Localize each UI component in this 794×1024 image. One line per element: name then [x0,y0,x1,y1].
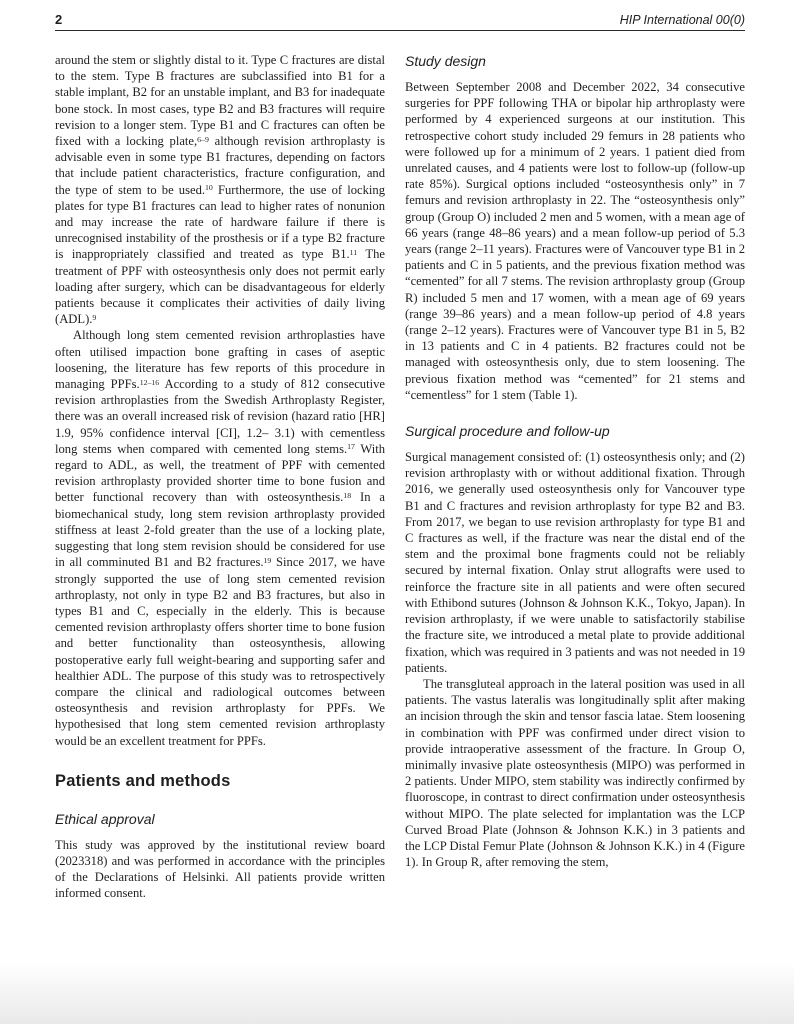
paragraph-study-purpose: Although long stem cemented revision arthroplasties have often utilised impaction bone grafting in cases of aseptic loosening, the literature has few reports of this procedure in managing PPFs.$^{12-16}$ According to a study of 812 consecutive revision arthroplasties from the Swedish Arthroplasty Register, there was an overall increased risk of revision (hazard ratio [HR] 1.9, 95% confidence interval [CI], 1.2– 3.1) with cementless long stems when compared with cemented long stems.$^{17}$ With regard to ADL, as well, the treatment of PPF with cemented revision arthroplasty provided shorter time to bone fusion and better functional recovery than with osteosynthesis.$^{18}$ In a biomechanical study, long stem revision arthroplasty provided stiffness at least 2-fold greater than the use of a locking plate, suggesting that long stem revision should be considered for use in all comminuted B1 and B2 fractures.$^{19}$ Since 2017, we have strongly supported the use of long stem cemented revision arthroplasty, not only in type B2 and B3 fractures, but also in types B1 and C, especially in the elderly. This is because cemented revision arthroplasty offers shorter time to bone fusion and better functionality than osteosynthesis, allowing postoperative early full weight-bearing and supporting safer and healthier ADL. The purpose of this study was to retrospectively compare the clinical and radiological outcomes between osteosynthesis and revision arthroplasty for PPFs. We hypothesised that long stem cemented revision arthroplasty would be an excellent treatment for PPFs. [55,328,385,748]
subsection-heading-ethical-approval: Ethical approval [55,810,155,827]
paragraph-study-design: Between September 2008 and December 2022, 34 consecutive surgeries for PPF following THA or bipolar hip arthroplasty were performed by 4 experienced surgeons at our institution. This retrospective cohort study included 29 femurs in 28 patients who were followed up for a minimum of 2 years. 1 patient died from unrelated causes, and 4 patients were lost to follow-up (follow-up rate 85%). Surgical options included “osteosynthesis only” in 7 femurs and revision arthroplasty in 22. The “osteosynthesis only” group (Group O) included 2 men and 5 women, with a mean age of 66 years (range 48–86 years) and a mean follow-up period of 5.3 years (range 2–11 years). Fractures were of Vancouver type B1 in 2 patients and C in 5 patients, and the previous fixation method was “cemented” for all 7 stems. The revision arthroplasty group (Group R) included 5 men and 17 women, with a mean age of 69 years (range 39–86 years) and a mean follow-up period of 4.8 years (range 2–12 years). Fractures were of Vancouver type B1 in 5, B2 in 13 patients and C in 4 patients. B2 fractures could not be managed with osteosynthesis only, due to stem loosening. The previous fixation method was “cemented” for 21 stems and “cementless” for 1 stem (Table 1). [405,80,745,402]
right-column [405,52,745,902]
subsection-heading-study-design: Study design [405,53,486,69]
paragraph-surgical-approach: The transgluteal approach in the lateral position was used in all patients. The vastus lateralis was longitudinally split after making an incision through the skin and tensor fascia latae. Stem loosening in combination with PPF was confirmed under direct vision to provide intraoperative assessment of the fracture. In Group O, minimally invasive plate osteosynthesis (MIPO) was performed in 2 patients. Under MIPO, stem stability was indirectly confirmed by fluoroscope, in contrast to direct confirmation under osteosynthesis without MIPO. The plate selected for implantation was the LCP Curved Broad Plate (Johnson & Johnson K.K.) in 3 patients and the LCP Distal Femur Plate (Johnson & Johnson K.K.) in 4 (Figure 1). In Group R, after removing the stem, [405,676,745,870]
subsection-heading-surgical-procedure: Surgical procedure and follow-up [405,423,610,440]
page-bottom-shadow [0,962,794,1024]
page-header [55,13,745,31]
paragraph-surgical-management: Surgical management consisted of: (1) osteosynthesis only; and (2) revision arthroplasty with or without additional fixation. Through 2016, we generally used osteosynthesis only for Vancouver type B1 and C fractures and revision arthroplasty for type B2 and B3. From 2017, we began to use revision arthroplasty for type B1 and C fractures as well, if the fracture was near the distal end of the stem and the proximal bone fragments could not be reliably secured by internal fixation. Onlay strut allografts were used to reinforce the fracture site in all patients and were often secured with Ethibond sutures (Johnson & Johnson K.K., Tokyo, Japan). In revision arthroplasty, if we were unable to satisfactorily stabilise the fracture site, we introduced a metal plate to provide additional fixation, which was required in 3 patients and was not needed in 19 patients. [405,450,745,675]
section-heading-patients-and-methods: Patients and methods [55,771,231,790]
page-number: 2 [55,12,63,27]
two-column-body [55,52,745,902]
journal-running-title: HIP International 00(0) [619,13,745,27]
paragraph-fracture-classification: around the stem or slightly distal to it. Type C fractures are distal to the stem. Type B fractures are subclassified into B1 for a stable implant, B2 for an unstable implant, and B3 for inadequate bone stock. In most cases, type B2 and B3 fractures will require revision to a longer stem. Type B1 and C fractures can often be fixed with a locking plate,$^{6-9}$ although revision arthroplasty is advisable even in some type B1 fractures, depending on factors that include patient characteristics, fracture configuration, and the type of stem to be used.$^{10}$ Furthermore, the use of locking plates for type B1 fractures can lead to higher rates of nonunion and may increase the rate of hardware failure if there is unrecognised instability of the prosthesis or if a type B2 fracture is inappropriately classified and treated as type B1.11 The treatment of PPF with osteosynthesis only does not permit early loading after surgery, which can be disadvantageous for elderly patients because it complicates their activities of daily living (ADL).$^9$ [55,53,386,327]
paragraph-ethical-approval: This study was approved by the institutional review board (2023318) and was performed in accordance with the principles of the Declarations of Helsinki. All patients provide written informed consent. [55,837,385,901]
left-column [55,52,385,902]
